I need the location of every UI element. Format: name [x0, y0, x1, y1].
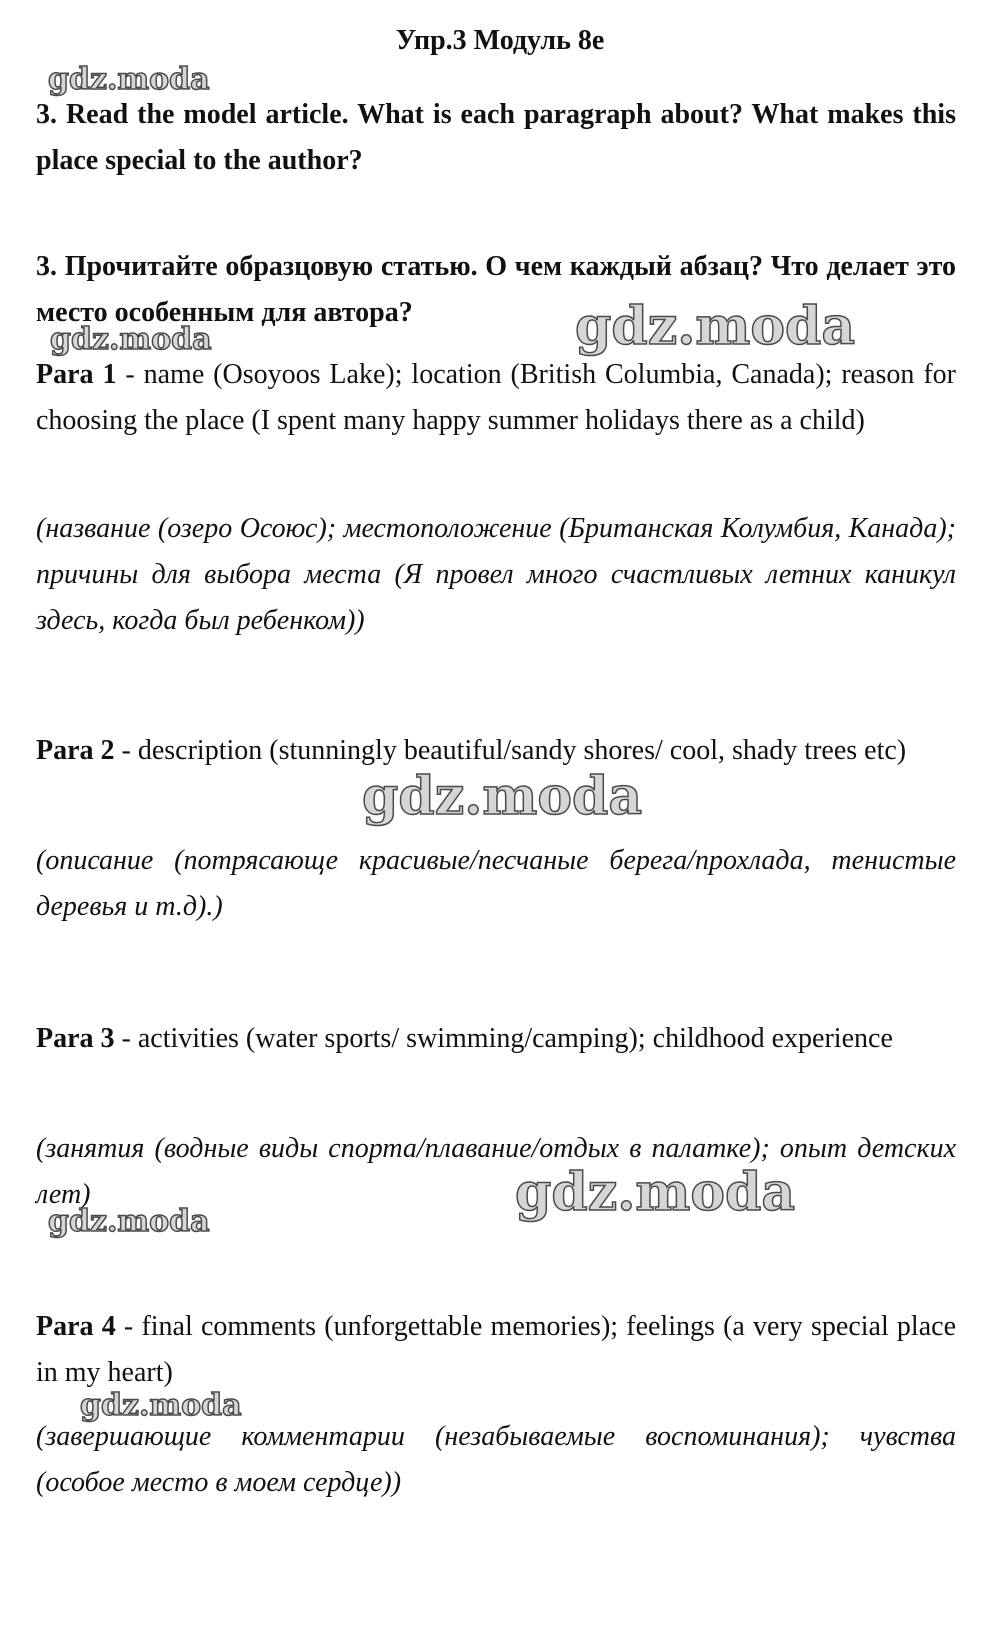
para-2-english — [36, 728, 956, 774]
watermark: gdz.moda — [48, 1204, 210, 1239]
task-english: 3. Read the model article. What is each paragraph about? What makes this place special to the author? — [36, 99, 956, 176]
para-2-text: - description (stunningly beautiful/sandy shores/ cool, shady trees etc) — [114, 735, 907, 766]
para-4-english — [36, 1304, 956, 1396]
para-1-english — [36, 352, 956, 444]
watermark: gdz.moda — [48, 62, 210, 97]
para-4-label: Para 4 — [36, 1311, 116, 1342]
para-3-text: - activities (water sports/ swimming/camping); childhood experience — [114, 1023, 893, 1054]
watermark: gdz.moda — [575, 296, 856, 357]
para-3-label: Para 3 — [36, 1023, 115, 1054]
watermark: gdz.moda — [362, 766, 643, 827]
watermark: gdz.moda — [50, 322, 212, 357]
watermark: gdz.moda — [80, 1388, 242, 1423]
para-2-russian: (описание (потрясающе красивые/песчаные берега/прохлада, тенистые деревья и т.д).) — [36, 845, 956, 922]
para-1-russian: (название (озеро Осоюс); местоположение (Британская Колумбия, Канада); причины для выбора места (Я провел много счастливых летних каникул здесь, когда был ребенком)) — [36, 513, 956, 636]
para-1-label: Para 1 — [36, 359, 117, 390]
watermark: gdz.moda — [515, 1162, 796, 1223]
page-title: Упр.3 Модуль 8е — [395, 25, 605, 56]
para-3-russian: (занятия (водные виды спорта/плавание/отдых в палатке); опыт детских лет) — [36, 1133, 956, 1210]
para-1-text: - name (Osoyoos Lake); location (British Columbia, Canada); reason for choosing the place (I spent many happy summer holidays there as a child) — [36, 359, 956, 436]
para-3-english — [36, 1016, 956, 1062]
para-2-label: Para 2 — [36, 735, 115, 766]
para-4-russian: (завершающие комментарии (незабываемые воспоминания); чувства (особое место в моем сердце)) — [36, 1421, 956, 1498]
task-russian: 3. Прочитайте образцовую статью. О чем каждый абзац? Что делает это место особенным для автора? — [36, 251, 956, 328]
para-4-text: - final comments (unforgettable memories); feelings (a very special place in my heart) — [36, 1311, 956, 1388]
